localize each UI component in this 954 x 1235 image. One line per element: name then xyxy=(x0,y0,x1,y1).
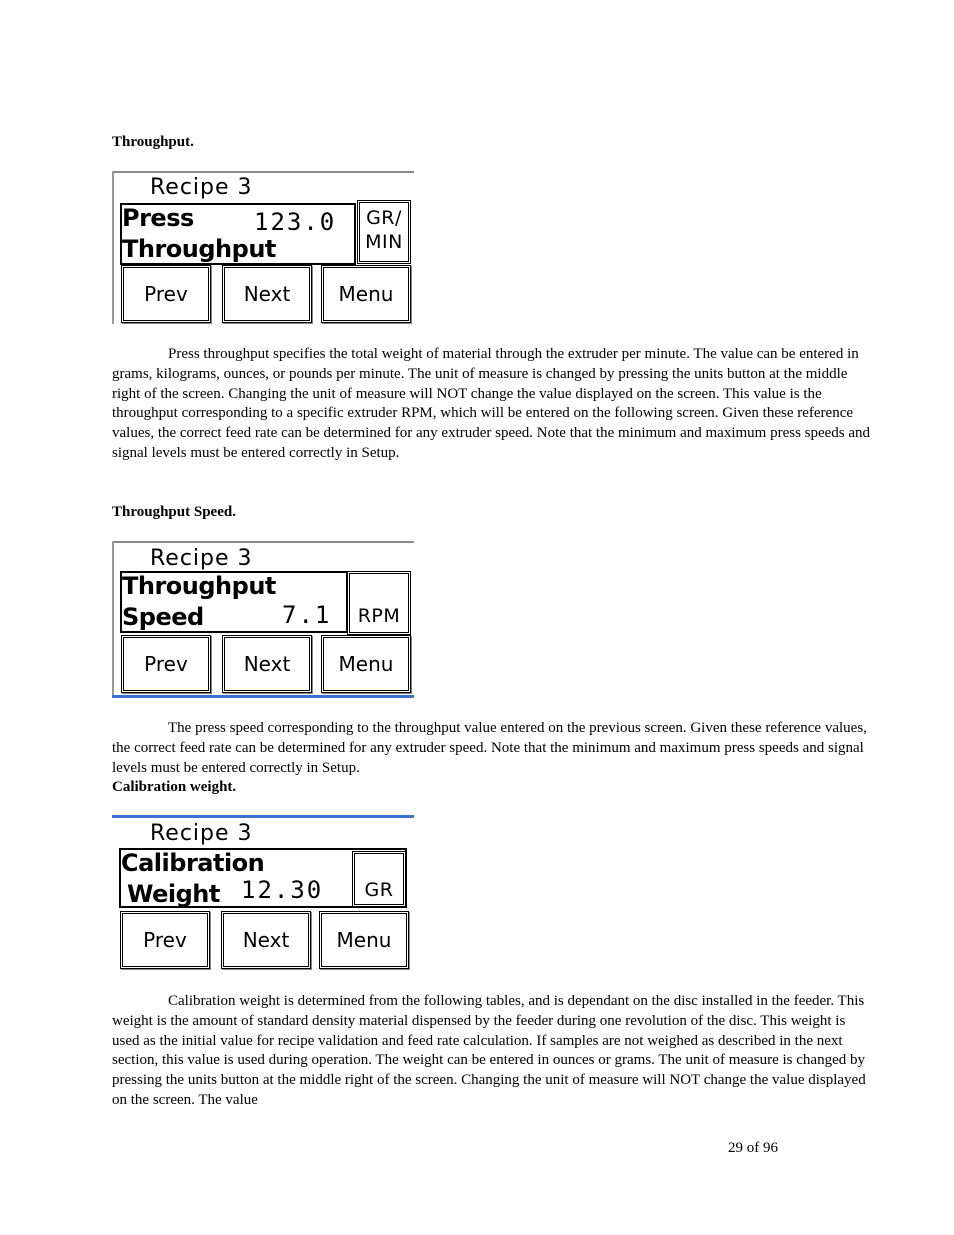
lcd-bottom-border xyxy=(112,695,414,698)
lcd-title: Recipe 3 xyxy=(150,546,253,571)
unit-line1: GR xyxy=(364,879,394,901)
field-value: 12.30 xyxy=(241,876,324,904)
lcd-screen-throughput-speed xyxy=(112,541,414,697)
paragraph-throughput-speed: The press speed corresponding to the throughput value entered on the previous screen. Given these reference values, the correct feed rate can be determined for any extruder speed. Note that the minimum and maximum press speeds and signal levels must be entered correctly in Setup. xyxy=(112,720,867,776)
lcd-left-border xyxy=(112,541,114,697)
lcd-left-border xyxy=(112,171,114,324)
units-button[interactable] xyxy=(352,851,406,907)
paragraph-throughput: Press throughput specifies the total weight of material through the extruder per minute. The value can be entered in grams, kilograms, ounces, or pounds per minute. The unit of measure is changed by pressing the units button at the middle right of the screen. Changing the unit of measure will NOT change the value displayed on the screen. This value is the throughput corresponding to a specific extruder RPM, which will be entered on the following screen. Given these reference values, the correct feed rate can be determined for any extruder speed. Note that the minimum and maximum press speeds and signal levels must be entered correctly in Setup. xyxy=(112,346,871,461)
unit-line2: MIN xyxy=(365,231,403,253)
field-label-line1: Throughput xyxy=(122,572,276,600)
lcd-top-border xyxy=(112,541,414,543)
field-label-line1: Press xyxy=(122,204,194,232)
unit-line1: GR/ xyxy=(366,207,402,229)
unit-line1: RPM xyxy=(357,605,401,627)
lcd-top-border xyxy=(112,171,414,173)
units-button[interactable] xyxy=(347,571,411,635)
next-button[interactable]: Next xyxy=(222,635,312,693)
lcd-screen-throughput xyxy=(112,171,414,324)
prev-button[interactable]: Prev xyxy=(121,635,211,693)
field-label-line2: Throughput xyxy=(122,235,276,263)
menu-button[interactable]: Menu xyxy=(321,635,411,693)
lcd-screen-calibration-weight xyxy=(112,817,414,970)
value-field[interactable] xyxy=(120,571,348,633)
field-value: 123.0 xyxy=(254,208,337,236)
field-value: 7.1 xyxy=(282,601,332,629)
lcd-title: Recipe 3 xyxy=(150,175,253,200)
section-heading-calibration-weight: Calibration weight. xyxy=(112,779,237,795)
field-label-line1: Calibration xyxy=(121,849,265,877)
next-button[interactable]: Next xyxy=(222,265,312,323)
prev-button[interactable]: Prev xyxy=(120,911,210,969)
field-label-line2: Speed xyxy=(122,603,204,631)
field-label-line2: Weight xyxy=(127,880,220,908)
menu-button[interactable]: Menu xyxy=(319,911,409,969)
paragraph-calibration-weight: Calibration weight is determined from the following tables, and is dependant on the disc installed in the feeder. This weight is the amount of standard density material dispensed by the feeder during one revolution of the disc. This weight is used as the initial value for recipe validation and feed rate calculation. If samples are not weighed as described in the next section, this value is used during operation. The weight can be entered in ounces or grams. The unit of measure is changed by pressing the units button at the middle right of the screen. Changing the unit of measure will NOT change the value displayed on the screen. The value xyxy=(112,993,866,1108)
next-button[interactable]: Next xyxy=(221,911,311,969)
lcd-title: Recipe 3 xyxy=(150,821,253,846)
section-heading-throughput: Throughput. xyxy=(112,134,194,150)
lcd-top-border xyxy=(112,815,414,818)
section-heading-throughput-speed: Throughput Speed. xyxy=(112,504,236,520)
value-field[interactable] xyxy=(120,203,356,265)
units-button[interactable] xyxy=(357,200,411,264)
page-number: 29 of 96 xyxy=(728,1140,778,1156)
prev-button[interactable]: Prev xyxy=(121,265,211,323)
menu-button[interactable]: Menu xyxy=(321,265,411,323)
